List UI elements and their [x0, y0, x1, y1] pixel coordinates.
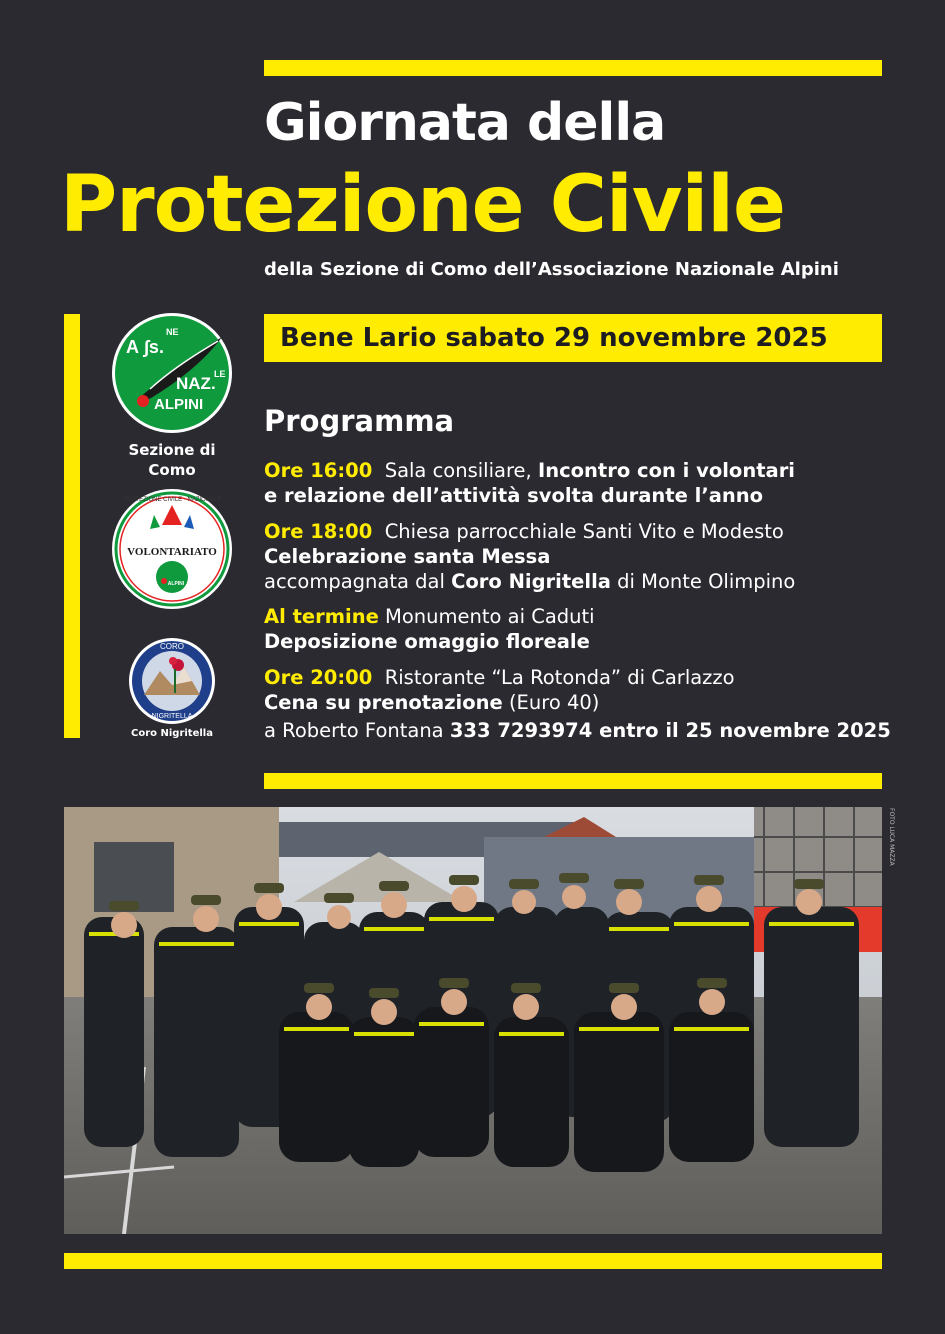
photo-credit: FOTO LUCA MAZZA — [888, 808, 895, 866]
group-photo — [64, 807, 882, 1234]
program-title: Programma — [264, 404, 455, 438]
item2-text: Chiesa parrocchiale Santi Vito e Modesto — [384, 520, 784, 543]
item3-time: Al termine — [264, 605, 379, 628]
item2-line2: Celebrazione santa Messa — [264, 545, 551, 568]
svg-text:∫s.: ∫s. — [144, 337, 164, 357]
middle-divider-bar — [264, 773, 882, 789]
ana-logo-alpini: ALPINI — [154, 396, 204, 413]
protezione-civile-logo — [110, 487, 234, 611]
item1-text: Sala consiliare, — [384, 459, 538, 482]
item2-line3c: di Monte Olimpino — [610, 570, 796, 593]
ana-logo — [110, 311, 234, 435]
item1-line2: e relazione dell’attività svolta durante l’anno — [264, 484, 764, 507]
item4-line3b: 333 7293974 entro il 25 novembre 2025 — [449, 719, 891, 742]
item4-text: Ristorante “La Rotonda” di Carlazzo — [384, 666, 735, 689]
item2-line3a: accompagnata dal — [264, 570, 452, 593]
item3-text: Monumento ai Caduti — [385, 605, 595, 628]
title-line-1: Giornata della — [264, 93, 666, 153]
ana-logo-le: LE — [214, 369, 226, 379]
protezione-ring-text: PROTEZIONE CIVILE · NAZIONALE — [122, 497, 222, 503]
ana-logo-ne: NE — [166, 327, 179, 337]
protezione-small-text: ALPINI — [167, 581, 185, 587]
coro-nigritella-logo — [128, 637, 216, 725]
item1-bold: Incontro con i volontari — [537, 459, 795, 482]
program-item-2 — [264, 519, 924, 594]
coro-ring-top: CORO — [160, 642, 184, 651]
ana-logo-caption: Sezione di Como — [128, 441, 216, 479]
item4-line2a: Cena su prenotazione — [264, 691, 503, 714]
subtitle: della Sezione di Como dell’Associazione Nazionale Alpini — [264, 259, 839, 280]
bottom-divider-bar — [64, 1253, 882, 1269]
top-divider-bar — [264, 60, 882, 76]
item3-line2: Deposizione omaggio floreale — [264, 630, 590, 653]
coro-logo-caption: Coro Nigritella — [131, 728, 213, 739]
ana-logo-naz: NAZ. — [176, 374, 216, 393]
program-item-4 — [264, 665, 924, 743]
coro-ring-bottom: NIGRITELLA — [151, 713, 193, 720]
title-line-2: Protezione Civile — [60, 160, 785, 250]
left-accent-bar — [64, 314, 80, 738]
item4-time: Ore 20:00 — [264, 666, 373, 689]
program-item-3 — [264, 604, 924, 654]
item4-line3a: a Roberto Fontana — [264, 719, 450, 742]
item2-time: Ore 18:00 — [264, 520, 373, 543]
item1-time: Ore 16:00 — [264, 459, 373, 482]
item4-line2b: (Euro 40) — [502, 691, 600, 714]
program-item-1 — [264, 458, 924, 508]
ana-logo-a: A — [126, 337, 139, 357]
event-date-banner: Bene Lario sabato 29 novembre 2025 — [264, 314, 882, 362]
item2-line3b: Coro Nigritella — [451, 570, 611, 593]
protezione-main-text: VOLONTARIATO — [127, 546, 217, 558]
